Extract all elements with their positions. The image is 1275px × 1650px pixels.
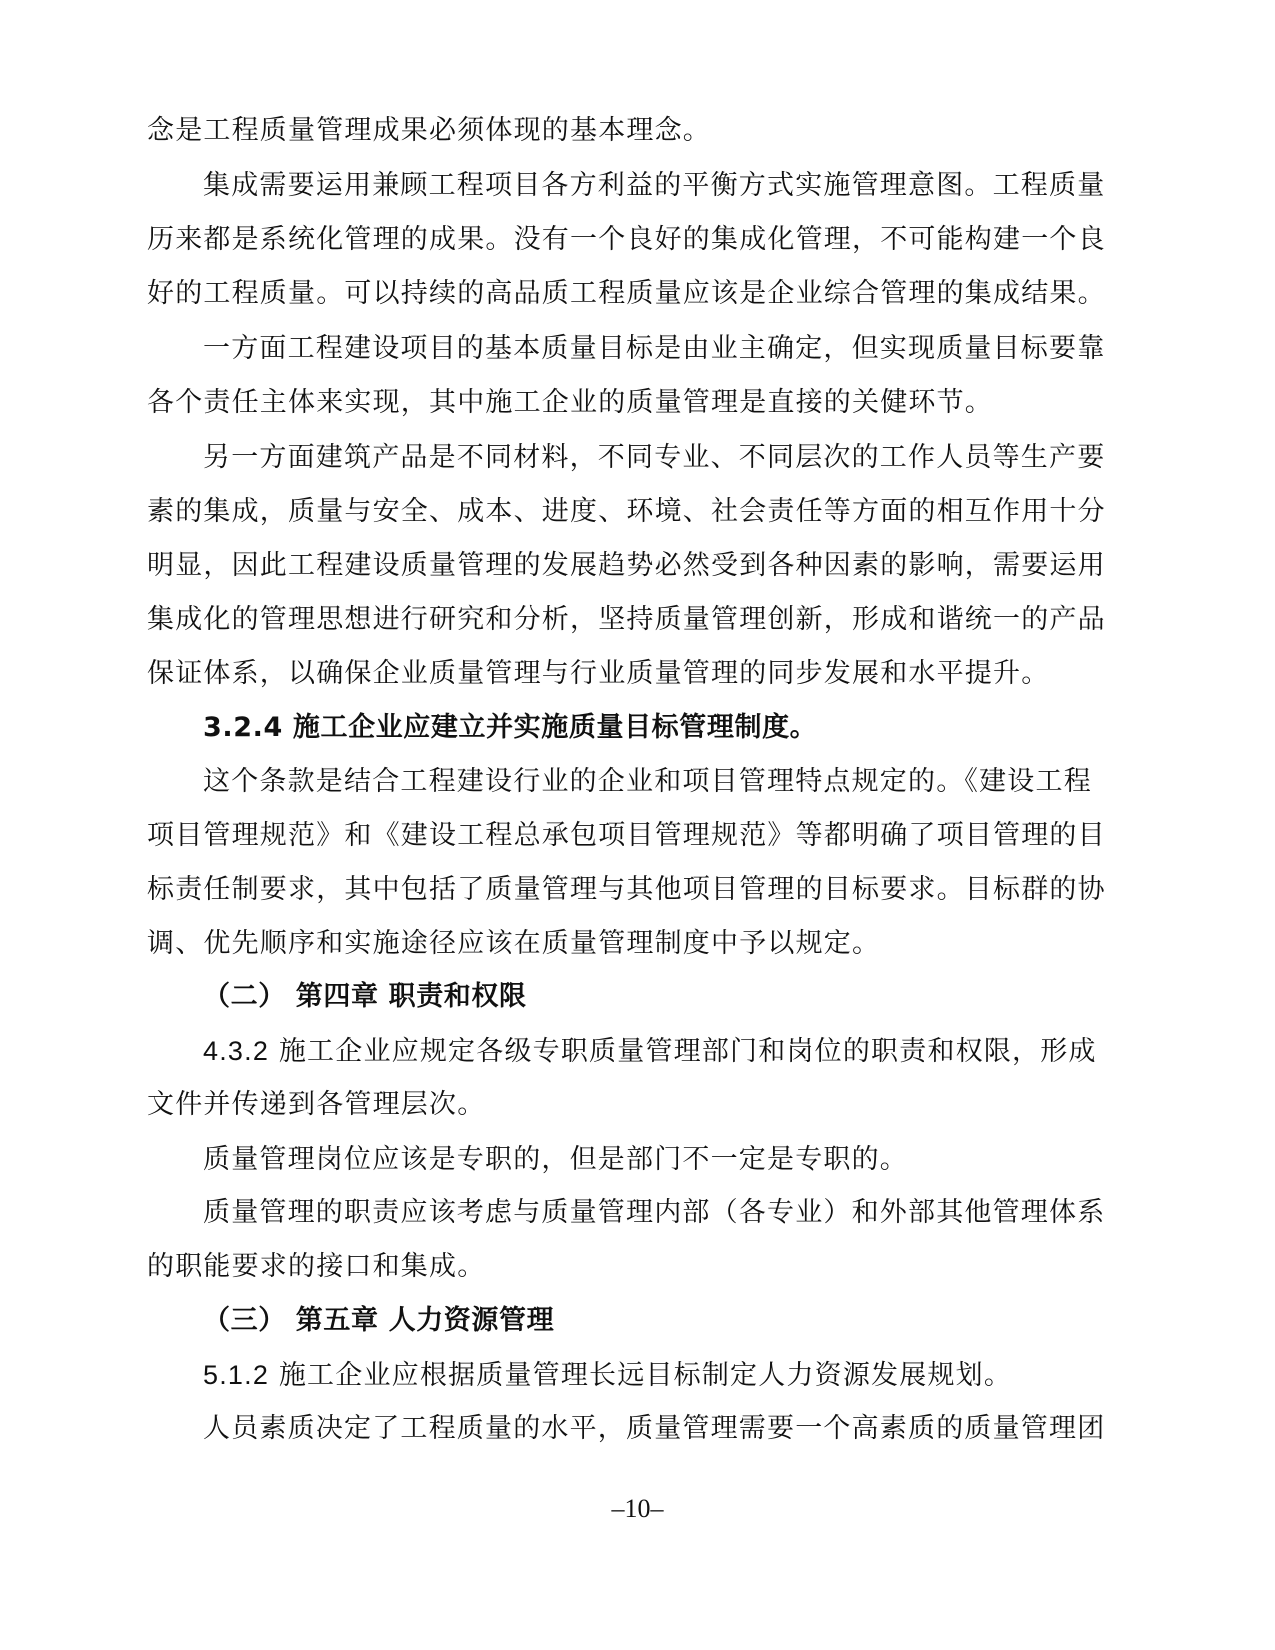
clause-number: 4.3.2	[203, 1036, 270, 1066]
paragraph-line: 人员素质决定了工程质量的水平，质量管理需要一个高素质的质量管理团	[203, 1413, 1106, 1444]
paragraph-line: 素的集成，质量与安全、成本、进度、环境、社会责任等方面的相互作用十分	[147, 496, 1106, 527]
paragraph-line: 调、优先顺序和实施途径应该在质量管理制度中予以规定。	[147, 928, 881, 959]
chapter-heading-5: （三） 第五章 人力资源管理	[203, 1305, 555, 1336]
paragraph-line: 明显，因此工程建设质量管理的发展趋势必然受到各种因素的影响，需要运用	[147, 550, 1106, 581]
paragraph-line: 项目管理规范》和《建设工程总承包项目管理规范》等都明确了项目管理的目	[147, 820, 1106, 851]
paragraph-line: 这个条款是结合工程建设行业的企业和项目管理特点规定的。《建设工程	[203, 766, 1092, 797]
paragraph-line: 集成化的管理思想进行研究和分析，坚持质量管理创新，形成和谐统一的产品	[147, 604, 1106, 635]
paragraph-line: 质量管理的职责应该考虑与质量管理内部（各专业）和外部其他管理体系	[203, 1197, 1106, 1228]
clause-heading-3-2-4: 3.2.4 施工企业应建立并实施质量目标管理制度。	[203, 712, 818, 743]
clause-4-3-2	[203, 1033, 1097, 1070]
paragraph-line: 各个责任主体来实现，其中施工企业的质量管理是直接的关健环节。	[147, 387, 993, 418]
clause-number: 5.1.2	[203, 1360, 270, 1390]
paragraph-line: 历来都是系统化管理的成果。没有一个良好的集成化管理，不可能构建一个良	[147, 224, 1106, 255]
paragraph-line: 一方面工程建设项目的基本质量目标是由业主确定，但实现质量目标要靠	[203, 333, 1106, 364]
paragraph-line: 集成需要运用兼顾工程项目各方利益的平衡方式实施管理意图。工程质量	[203, 170, 1106, 201]
paragraph-line: 念是工程质量管理成果必须体现的基本理念。	[147, 115, 711, 146]
page-number: –10–	[611, 1494, 664, 1523]
paragraph-line: 好的工程质量。可以持续的高品质工程质量应该是企业综合管理的集成结果。	[147, 278, 1106, 309]
clause-5-1-2	[203, 1357, 1012, 1394]
paragraph-line: 标责任制要求，其中包括了质量管理与其他项目管理的目标要求。目标群的协	[147, 874, 1106, 905]
paragraph-line: 质量管理岗位应该是专职的，但是部门不一定是专职的。	[203, 1144, 908, 1175]
clause-text: 施工企业应根据质量管理长远目标制定人力资源发展规划。	[278, 1360, 1013, 1391]
clause-text: 施工企业应规定各级专职质量管理部门和岗位的职责和权限，形成	[278, 1036, 1097, 1067]
paragraph-line: 文件并传递到各管理层次。	[147, 1089, 486, 1120]
chapter-heading-4: （二） 第四章 职责和权限	[203, 981, 527, 1012]
paragraph-line: 另一方面建筑产品是不同材料，不同专业、不同层次的工作人员等生产要	[203, 442, 1106, 473]
paragraph-line: 保证体系，以确保企业质量管理与行业质量管理的同步发展和水平提升。	[147, 658, 1050, 689]
paragraph-line: 的职能要求的接口和集成。	[147, 1251, 486, 1282]
